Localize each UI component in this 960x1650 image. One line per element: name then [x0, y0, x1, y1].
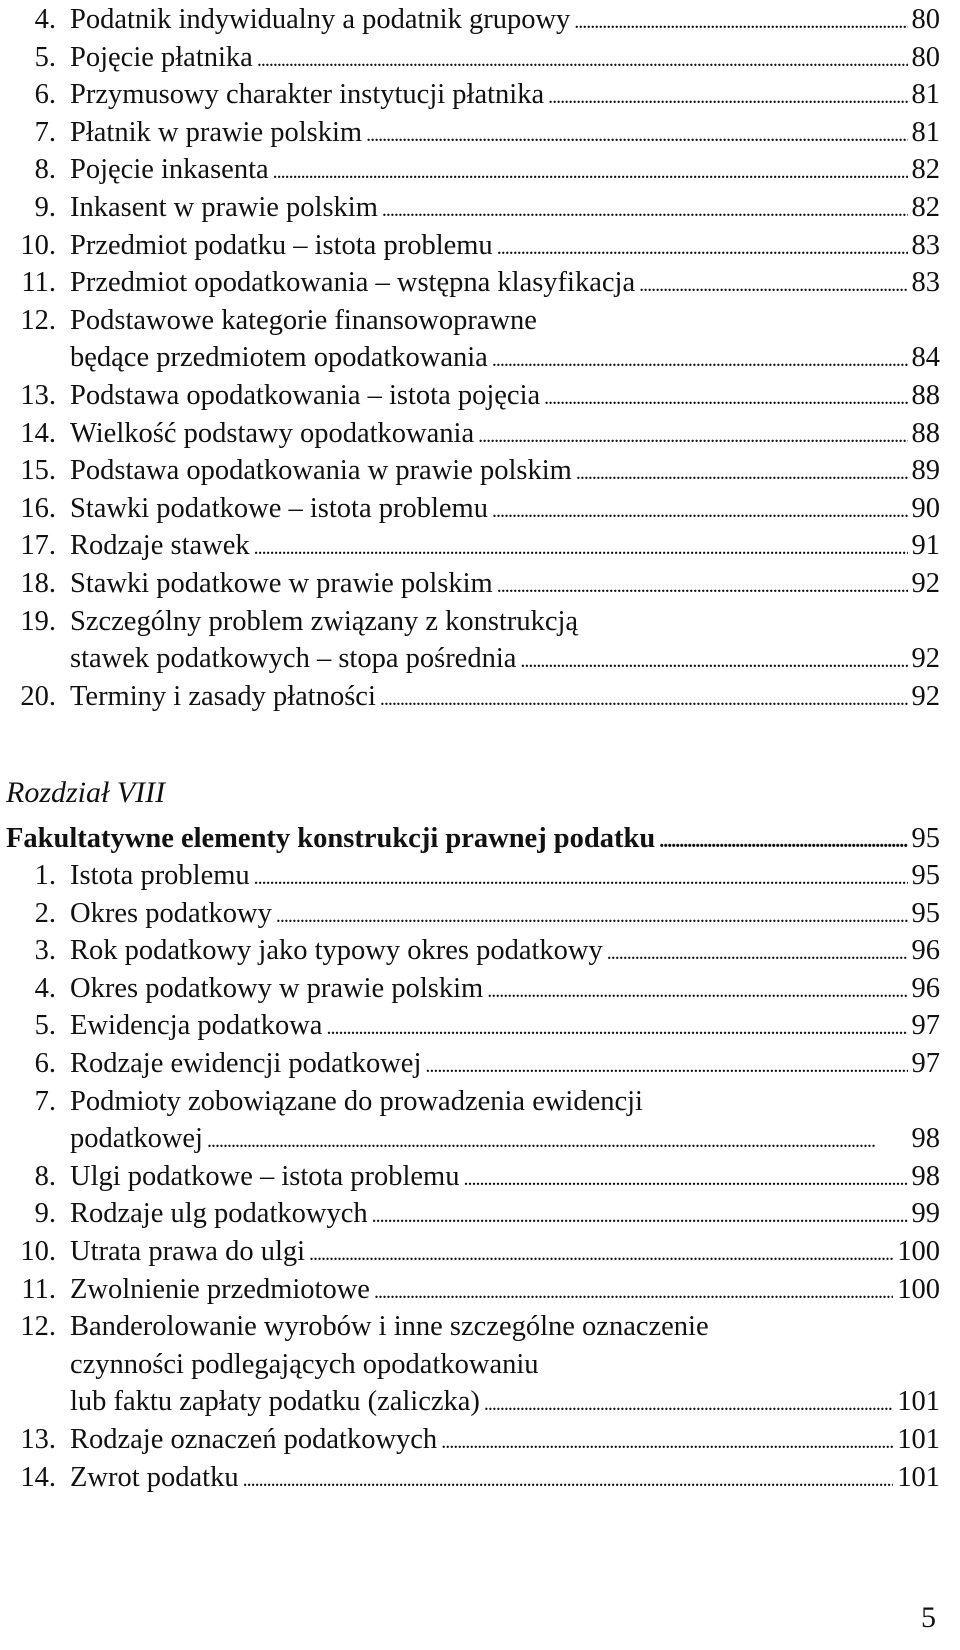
- toc-entry: [0, 451, 940, 489]
- toc-entry: [0, 489, 940, 527]
- dot-leader: [207, 1119, 908, 1161]
- toc-entry-line: [70, 0, 940, 40]
- toc-entry-number: 10.: [20, 1236, 56, 1267]
- toc-entry-page: 101: [897, 1461, 940, 1493]
- dot-leader: [544, 376, 907, 418]
- toc-entry-page: 82: [911, 154, 940, 186]
- toc-entry-line: [70, 38, 940, 78]
- toc-entry-title: Pojęcie inkasenta: [70, 154, 269, 186]
- toc-entry-title: Stawki podatkowe – istota problemu: [70, 492, 488, 524]
- toc-entry-number: 7.: [34, 116, 56, 148]
- toc-entry-line: [70, 639, 940, 679]
- toc-entry-title: Okres podatkowy: [70, 897, 272, 929]
- toc-entry-line: [70, 263, 940, 303]
- dot-leader: [366, 113, 907, 155]
- toc-entry-title: Okres podatkowy w prawie polskim: [70, 972, 484, 1004]
- toc-entry-number: 14.: [20, 417, 56, 449]
- chapter-title-text: Fakultatywne elementy konstrukcji prawnej podatku: [6, 823, 656, 854]
- toc-entry: [0, 1458, 940, 1496]
- toc-entry-page: 81: [911, 116, 940, 148]
- toc-entry-line: [70, 414, 940, 454]
- toc-entry-title: Stawki podatkowe w prawie polskim: [70, 568, 493, 599]
- toc-entry-number: 19.: [20, 605, 56, 637]
- dot-leader: [492, 489, 908, 531]
- toc-entry-page: 90: [911, 492, 940, 524]
- toc-entry-number: 16.: [20, 492, 56, 524]
- toc-entry-page: 99: [911, 1198, 940, 1230]
- toc-entry-page: 91: [911, 530, 940, 562]
- toc-entry-number: 8.: [34, 1160, 56, 1192]
- toc-entry-page: 88: [911, 380, 940, 411]
- toc-entry-number: 11.: [21, 267, 56, 299]
- dot-leader: [326, 1006, 907, 1048]
- toc-entry-number: 14.: [20, 1461, 56, 1493]
- toc-entry-page: 101: [897, 1386, 940, 1418]
- toc-entry-title: Płatnik w prawie polskim: [70, 116, 363, 148]
- toc-entry: [0, 38, 940, 76]
- toc-entry-page: 100: [897, 1273, 940, 1305]
- dot-leader: [659, 819, 907, 861]
- toc-entry: [0, 1157, 940, 1195]
- toc-entry-page: 95: [911, 897, 940, 929]
- toc-entry: [0, 856, 940, 894]
- toc-entry-number: 9.: [34, 1198, 56, 1230]
- toc-entry-number: 12.: [20, 1311, 56, 1343]
- dot-leader: [492, 338, 908, 380]
- toc-entry-page: 81: [911, 79, 940, 111]
- toc-entry-page: 96: [911, 935, 940, 967]
- toc-entry-title: Podstawa opodatkowania – istota pojęcia: [70, 380, 541, 411]
- toc-entry: [0, 150, 940, 188]
- toc-entry-line: [70, 677, 940, 717]
- dot-leader: [497, 226, 908, 268]
- toc-entry-title: Ulgi podatkowe – istota problemu: [70, 1160, 460, 1192]
- toc-entry-title: Pojęcie płatnika: [70, 41, 253, 73]
- toc-entry-page: 98: [911, 1160, 940, 1192]
- toc-entry-page: 80: [911, 4, 940, 35]
- toc-entry: [0, 969, 940, 1007]
- toc-entry: [0, 931, 940, 969]
- toc-entry-page: 95: [911, 860, 940, 891]
- toc-entry-page: 88: [911, 417, 940, 449]
- chapter-title: [6, 819, 940, 859]
- toc-entry-line: [70, 1420, 940, 1460]
- toc-entry-title: Rodzaje stawek: [70, 530, 250, 562]
- toc-entry-title: Podstawowe kategorie finansowoprawne: [70, 304, 537, 336]
- toc-entry-number: 20.: [20, 680, 56, 712]
- toc-entry-title: Podstawa opodatkowania w prawie polskim: [70, 455, 572, 487]
- dot-leader: [254, 856, 908, 898]
- toc-entry-number: 17.: [20, 530, 56, 562]
- toc-entry-number: 2.: [34, 897, 56, 929]
- dot-leader: [372, 1194, 908, 1236]
- toc-entry-title: Szczególny problem związany z konstrukcją: [70, 605, 579, 637]
- toc-entry: [0, 226, 940, 264]
- toc-entry-title: Inkasent w prawie polskim: [70, 192, 378, 223]
- toc-entry-title: Przedmiot podatku – istota problemu: [70, 229, 493, 261]
- dot-leader: [607, 931, 908, 973]
- toc-entry: [0, 263, 940, 301]
- toc-entry-line: [70, 1044, 940, 1084]
- toc-entry-title: Rok podatkowy jako typowy okres podatkowy: [70, 935, 603, 967]
- toc-entry-page: 82: [911, 192, 940, 223]
- toc-entry-page: 98: [911, 1123, 940, 1155]
- toc-entry-line: [70, 1270, 940, 1310]
- dot-leader: [276, 894, 908, 936]
- toc-entry-line: [70, 894, 940, 934]
- toc-entry-title: podatkowej: [70, 1123, 203, 1155]
- toc-entry-title: Zwrot podatku: [70, 1461, 239, 1493]
- toc-entry-title: Istota problemu: [70, 860, 250, 891]
- toc-entry-number: 12.: [20, 304, 56, 336]
- toc-entry-line: [70, 376, 940, 416]
- toc-entry: [0, 1420, 940, 1458]
- toc-entry-line: [70, 856, 940, 896]
- toc-entry-number: 5.: [34, 1010, 56, 1042]
- dot-leader: [520, 639, 907, 681]
- toc-entry-number: 3.: [34, 935, 56, 967]
- toc-entry-line: [70, 226, 940, 266]
- dot-leader: [463, 1157, 907, 1199]
- toc-entry-title: Rodzaje ewidencji podatkowej: [70, 1048, 422, 1079]
- dot-leader: [254, 526, 908, 568]
- toc-entry-number: 13.: [20, 380, 56, 411]
- dot-leader: [574, 0, 907, 42]
- toc-entry: [0, 376, 940, 414]
- toc-entry-page: 92: [911, 680, 940, 712]
- dot-leader: [374, 1270, 893, 1312]
- toc-entry-page: 97: [911, 1048, 940, 1079]
- page-number: 5: [921, 1601, 936, 1634]
- toc-entry-line: [70, 602, 940, 642]
- dot-leader: [309, 1232, 893, 1274]
- toc-entry-page: 83: [911, 229, 940, 261]
- toc-entry-page: 100: [897, 1236, 940, 1267]
- toc-entry-line: [70, 489, 940, 529]
- toc-entry-number: 18.: [20, 568, 56, 599]
- dot-leader: [257, 38, 908, 80]
- toc-entry-number: 4.: [34, 4, 56, 35]
- toc-entry-title: będące przedmiotem opodatkowania: [70, 342, 488, 374]
- toc-entry-line: [70, 1006, 940, 1046]
- chapter-page-number: 95: [911, 823, 940, 854]
- toc-entry: [0, 75, 940, 113]
- toc-entry-line: [70, 931, 940, 971]
- dot-leader: [273, 150, 908, 192]
- dot-leader: [576, 451, 908, 493]
- dot-leader: [484, 1382, 893, 1424]
- toc-entry-number: 8.: [34, 154, 56, 186]
- toc-entry-title: Ewidencja podatkowa: [70, 1010, 323, 1042]
- toc-entry: [0, 1006, 940, 1044]
- toc-entry-title: Banderolowanie wyrobów i inne szczególne oznaczenie: [70, 1311, 709, 1343]
- toc-entry-line: [70, 1119, 940, 1159]
- toc-entry-number: 1.: [34, 860, 56, 891]
- toc-entry-line: [70, 1232, 940, 1272]
- toc-entry: [0, 414, 940, 452]
- toc-entry-title: Przedmiot opodatkowania – wstępna klasyfikacja: [70, 267, 636, 299]
- toc-entry-line: [70, 1382, 940, 1422]
- toc-entry: [0, 526, 940, 564]
- dot-leader: [497, 564, 908, 606]
- toc-entry-line: [70, 526, 940, 566]
- toc-entry: [0, 677, 940, 715]
- toc-entry-number: 6.: [34, 1048, 56, 1079]
- dot-leader: [425, 1044, 907, 1086]
- toc-entry-line: [70, 564, 940, 604]
- toc-entry: [0, 564, 940, 602]
- toc-entry-number: 10.: [20, 229, 56, 261]
- toc-entry: [0, 1307, 940, 1420]
- toc-entry-title: Rodzaje oznaczeń podatkowych: [70, 1424, 438, 1455]
- toc-entry-line: [70, 301, 940, 341]
- toc-entry-number: 13.: [20, 1424, 56, 1455]
- chapter-label: Rozdział VIII: [6, 776, 166, 809]
- toc-entry: [0, 188, 940, 226]
- toc-entry-line: [70, 451, 940, 491]
- dot-leader: [639, 263, 907, 305]
- toc-entry-title: Wielkość podstawy opodatkowania: [70, 417, 475, 449]
- toc-entry-title: Terminy i zasady płatności: [70, 680, 376, 712]
- toc-entry-page: 89: [911, 455, 940, 487]
- toc-entry-title: Przymusowy charakter instytucji płatnika: [70, 79, 545, 111]
- toc-entry-title: czynności podlegających opodatkowaniu: [70, 1348, 539, 1380]
- toc-entry-line: [70, 1157, 940, 1197]
- dot-leader: [382, 188, 908, 230]
- toc-entry-title: lub faktu zapłaty podatku (zaliczka): [70, 1386, 480, 1418]
- toc-entry-line: [70, 1458, 940, 1498]
- toc-entry: [0, 894, 940, 932]
- toc-entry-number: 9.: [34, 192, 56, 223]
- toc-entry-line: [70, 1307, 940, 1347]
- toc-entry-line: [70, 75, 940, 115]
- toc-entry-number: 7.: [34, 1085, 56, 1117]
- toc-entry: [0, 1044, 940, 1082]
- toc-entry-line: [70, 1194, 940, 1234]
- toc-entry-page: 97: [911, 1010, 940, 1042]
- toc-entry-line: [70, 188, 940, 228]
- toc-entry: [0, 301, 940, 376]
- toc-entry: [0, 1270, 940, 1308]
- toc-entry-page: 92: [911, 643, 940, 675]
- toc-entry-page: 84: [911, 342, 940, 374]
- toc-entry-number: 4.: [34, 972, 56, 1004]
- toc-entry-number: 6.: [34, 79, 56, 111]
- toc-entry-number: 5.: [34, 41, 56, 73]
- toc-entry-title: Rodzaje ulg podatkowych: [70, 1198, 368, 1230]
- dot-leader: [441, 1420, 893, 1462]
- toc-entry-line: [70, 338, 940, 378]
- toc-entry-page: 101: [897, 1424, 940, 1455]
- toc-entry-number: 15.: [20, 455, 56, 487]
- toc-entry-page: 80: [911, 41, 940, 73]
- toc-entry-title: Podmioty zobowiązane do prowadzenia ewidencji: [70, 1085, 643, 1117]
- toc-entry: [0, 0, 940, 38]
- dot-leader: [548, 75, 907, 117]
- toc-entry-title: Zwolnienie przedmiotowe: [70, 1273, 370, 1305]
- toc-entry: [0, 1232, 940, 1270]
- toc-entry-line: [70, 1082, 940, 1122]
- toc-entry-page: 92: [911, 568, 940, 599]
- toc-entry-line: [70, 150, 940, 190]
- toc-entry-title: stawek podatkowych – stopa pośrednia: [70, 643, 517, 675]
- dot-leader: [487, 969, 907, 1011]
- toc-entry-line: [70, 1345, 940, 1385]
- toc-entry-page: 96: [911, 972, 940, 1004]
- toc-entry: [0, 113, 940, 151]
- dot-leader: [380, 677, 908, 719]
- toc-entry-line: [70, 113, 940, 153]
- dot-leader: [243, 1458, 894, 1500]
- toc-entry-title: Utrata prawa do ulgi: [70, 1236, 306, 1267]
- toc-entry: [0, 1194, 940, 1232]
- toc-entry-line: [70, 969, 940, 1009]
- toc-entry: [0, 1082, 940, 1157]
- toc-entry-title: Podatnik indywidualny a podatnik grupowy: [70, 4, 571, 35]
- toc-entry: [0, 602, 940, 677]
- dot-leader: [478, 414, 907, 456]
- toc-entry-number: 11.: [21, 1273, 56, 1305]
- toc-entry-page: 83: [911, 267, 940, 299]
